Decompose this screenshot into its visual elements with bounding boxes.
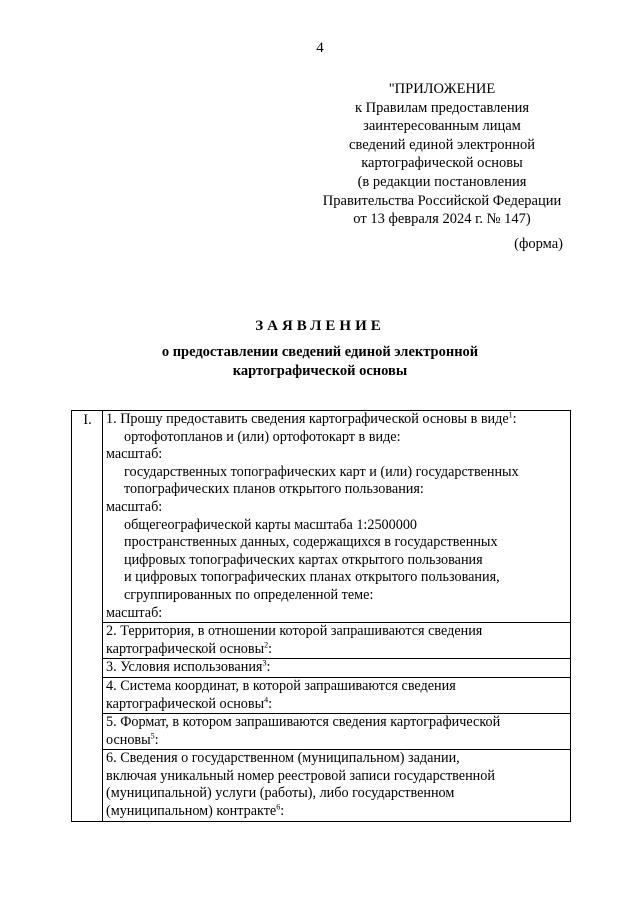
application-form-table [71,410,571,822]
appendix-line: Правительства Российской Федерации [322,192,562,209]
table-row [72,411,571,623]
appendix-line: (в редакции постановления [357,173,527,190]
row-text: : [268,640,273,657]
row-text: государственных топографических карт и (или) государственных [124,463,519,480]
page-number: 4 [316,40,324,56]
appendix-line: к Правилам предоставления [354,99,530,116]
document-subtitle [0,343,640,380]
row-text: : [268,695,273,712]
table-row [72,677,571,713]
footnote-ref: 4 [264,694,269,704]
row-text: основы [106,731,151,748]
footnote-ref: 3 [262,658,267,668]
row-text: включая уникальный номер реестровой записи государственной [106,767,495,784]
appendix-line: от 13 февраля 2024 г. № 147) [353,211,531,228]
row-usage-conditions [103,659,571,678]
row-text: (муниципальной) услуги (работы), либо государственном [106,785,455,802]
row-text: 2. Территория, в отношении которой запрашиваются сведения [106,623,483,640]
row-text: : [154,731,159,748]
row-text: и цифровых топографических планах открытого пользования, [124,569,500,586]
appendix-line: "ПРИЛОЖЕНИЕ [388,81,496,97]
table-row [72,714,571,750]
table-row [72,750,571,821]
row-format [103,714,571,750]
row-text: : [280,803,285,820]
table-row [72,659,571,678]
row-territory [103,623,571,659]
row-text: : [512,411,517,427]
row-text: цифровых топографических картах открытого пользования [124,551,483,568]
document-title: ЗАЯВЛЕНИЕ [255,318,385,334]
row-text: 3. Условия использования [106,659,263,676]
form-label: (форма) [514,236,563,252]
appendix-line: заинтересованным лицам [363,118,521,135]
row-text: масштаб: [106,498,163,515]
footnote-ref: 1 [508,410,513,420]
row-state-task [103,750,571,821]
table-row [72,623,571,659]
row-text: общегеографической карты масштаба 1:2500000 [124,516,418,533]
footnote-ref: 5 [150,730,155,740]
row-text: картографической основы [106,640,265,657]
row-text: топографических планов открытого пользования: [124,481,424,498]
row-text: пространственных данных, содержащихся в государственных [124,534,498,551]
footnote-ref: 6 [276,802,281,812]
row-text: сгруппированных по определенной теме: [124,586,374,603]
row-text: масштаб: [106,604,163,621]
footnote-ref: 2 [264,639,269,649]
row-text: ортофотопланов и (или) ортофотокарт в виде: [124,428,401,445]
appendix-line: картографической основы [361,155,523,172]
row-coordinate-system [103,677,571,713]
row-text: 4. Система координат, в которой запрашиваются сведения [106,677,456,694]
row-text: 5. Формат, в котором запрашиваются сведения картографической [106,714,501,731]
row-text: масштаб: [106,446,163,463]
row-text: : [266,659,271,676]
row-text: (муниципальном) контракте [106,803,277,820]
row-map-type [103,411,571,623]
appendix-header [300,80,584,229]
subtitle-line: о предоставлении сведений единой электронной [161,344,479,360]
section-number: I. [72,411,103,822]
appendix-line: сведений единой электронной [349,136,535,153]
row-text: 6. Сведения о государственном (муниципальном) задании, [106,750,460,767]
subtitle-line: картографической основы [232,362,408,379]
row-text: картографической основы [106,695,265,712]
row-text: 1. Прошу предоставить сведения картографической основы в виде [106,411,509,427]
